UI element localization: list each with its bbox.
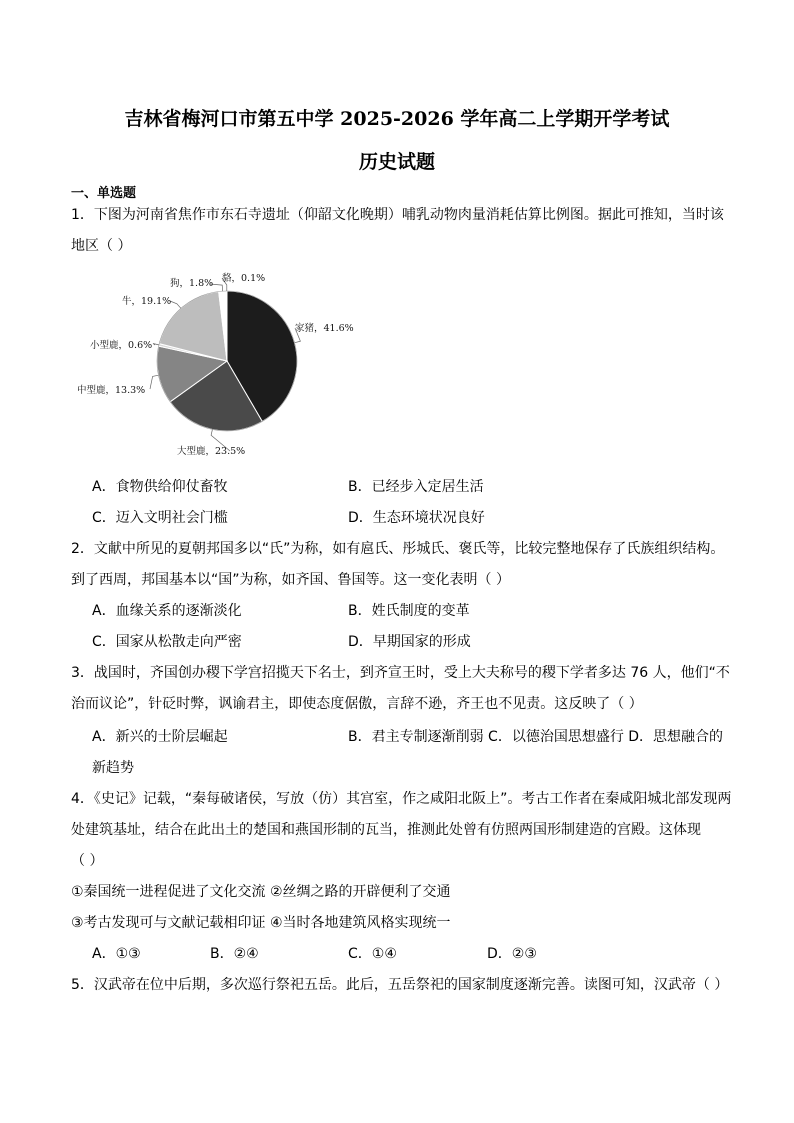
q1-option-b[interactable]: B．已经步入定居生活 xyxy=(348,479,484,495)
q4-statement-2: ③考古发现可与文献记载相印证 ④当时各地建筑风格实现统一 xyxy=(71,915,451,931)
q1-option-d[interactable]: D．生态环境状况良好 xyxy=(348,510,485,526)
pie-label-niu: 牛，19.1% xyxy=(122,296,172,307)
q4-option-d[interactable]: D．②③ xyxy=(487,946,537,962)
q2-line-2: 到了西周，邦国基本以“国”为称，如齐国、鲁国等。这一变化表明（ ） xyxy=(71,572,510,588)
q4-line-1: 4．《史记》记载，“秦每破诸侯，写放（仿）其宫室，作之咸阳北阪上”。考古工作者在秦咸阳城北部发现两 xyxy=(71,791,732,807)
q1-option-c[interactable]: C．迈入文明社会门槛 xyxy=(92,510,228,526)
pie-label-daxinglu: 大型鹿，23.5% xyxy=(177,446,246,457)
q1-line-2: 地区（ ） xyxy=(71,238,132,254)
q3-option-d-cont: 新趋势 xyxy=(92,760,134,776)
exam-title: 吉林省梅河口市第五中学 2025-2026 学年高二上学期开学考试 xyxy=(124,108,670,130)
pie-leader-niu xyxy=(170,301,181,308)
pie-chart xyxy=(70,268,390,468)
q2-option-a[interactable]: A．血缘关系的逐渐淡化 xyxy=(92,603,242,619)
q2-option-c[interactable]: C．国家从松散走向严密 xyxy=(92,634,242,650)
q1-line-1: 1．下图为河南省焦作市东石寺遗址（仰韶文化晚期）哺乳动物肉量消耗估算比例图。据此可推知，当时该 xyxy=(71,207,724,223)
q3-option-bcd[interactable]: B．君主专制逐渐削弱 C．以德治国思想盛行 D．思想融合的 xyxy=(348,729,724,745)
q4-option-b[interactable]: B．②④ xyxy=(210,946,259,962)
exam-subtitle: 历史试题 xyxy=(358,151,435,173)
pie-label-he: 貉，0.1% xyxy=(222,273,266,284)
q4-statement-1: ①秦国统一进程促进了文化交流 ②丝绸之路的开辟便利了交通 xyxy=(71,884,451,900)
q4-option-a[interactable]: A．①③ xyxy=(92,946,141,962)
q3-line-2: 治而议论”，针砭时弊，讽谕君主，即使态度倨傲，言辞不逊，齐王也不见责。这反映了（ ） xyxy=(71,696,643,712)
pie-label-gou: 狗，1.8% xyxy=(170,278,214,289)
q1-option-a[interactable]: A．食物供给仰仗畜牧 xyxy=(92,479,228,495)
pie-slices xyxy=(157,291,297,431)
pie-leader-xiaoxinglu xyxy=(153,344,159,346)
q4-line-3: （ ） xyxy=(71,853,104,869)
pie-label-xiaoxinglu: 小型鹿，0.6% xyxy=(90,340,153,351)
q4-option-c[interactable]: C．①④ xyxy=(348,946,397,962)
q2-option-b[interactable]: B．姓氏制度的变革 xyxy=(348,603,470,619)
q4-line-2: 处建筑基址，结合在此出土的楚国和燕国形制的瓦当，推测此处曾有仿照两国形制建造的宫殿。这体现 xyxy=(71,822,701,838)
section-heading: 一、单选题 xyxy=(71,186,137,201)
q3-line-1: 3．战国时，齐国创办稷下学宫招揽天下名士，到齐宣王时，受上大夫称号的稷下学者多达 76 人，他们“不 xyxy=(71,665,730,681)
pie-label-zhongxinglu: 中型鹿，13.3% xyxy=(77,385,146,396)
pie-label-jiazhu: 家猪，41.6% xyxy=(295,323,354,334)
pie-leader-zhongxinglu xyxy=(150,375,159,389)
q3-option-a[interactable]: A．新兴的士阶层崛起 xyxy=(92,729,228,745)
q2-line-1: 2．文献中所见的夏朝邦国多以“氏”为称，如有扈氏、彤城氏、褒氏等，比较完整地保存了氏族组织结构。 xyxy=(71,541,725,557)
q2-option-d[interactable]: D．早期国家的形成 xyxy=(348,634,471,650)
q5-line-1: 5．汉武帝在位中后期，多次巡行祭祀五岳。此后，五岳祭祀的国家制度逐渐完善。读图可知，汉武帝（ ） xyxy=(71,977,729,993)
